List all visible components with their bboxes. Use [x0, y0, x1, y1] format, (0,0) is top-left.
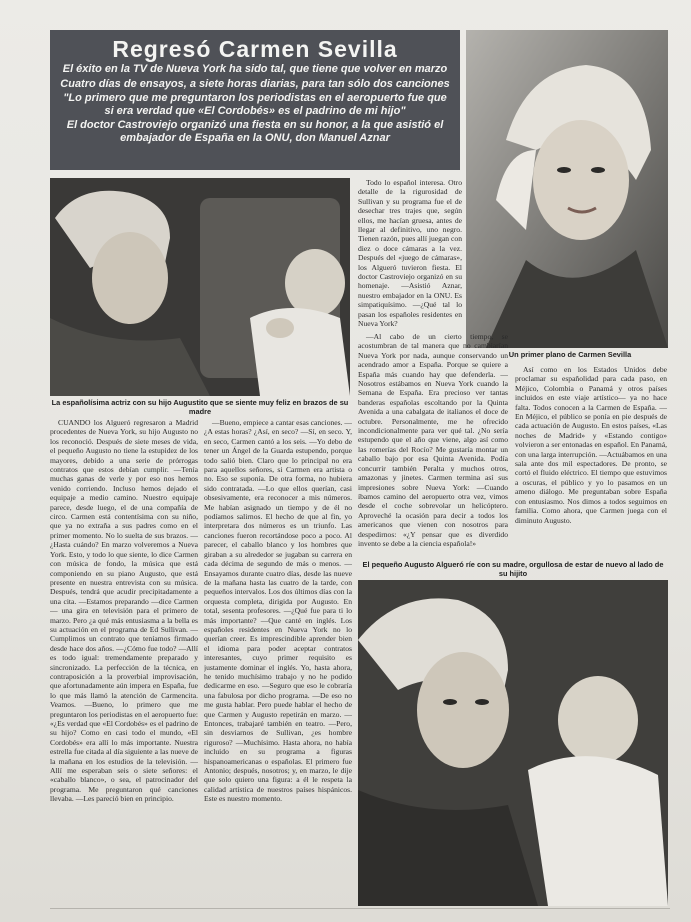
- headline: Regresó Carmen Sevilla: [112, 36, 398, 62]
- article-column-1: [50, 418, 198, 908]
- deck-subtitle-4: El doctor Castroviejo organizó una fiesta en su honor, a la que asistió el embajador de España en la ONU, don Manuel Aznar: [66, 119, 444, 144]
- deck-subtitle-2: Cuatro días de ensayos, a siete horas diarias, para tan sólo dos canciones: [60, 77, 450, 90]
- article-text-2: —Bueno, empiece a cantar esas canciones. —¿A estas horas? ¿Así, en seco? —Sí, en seco. Y, en seco, Carmen cantó a los seis. —Yo debo de tener un Ángel de la Guarda estupendo, porque todo salió bien. Claro que lo principal no era para aquellos señores, si Carmen era artista o no. Eso se suponía. De otra forma, no hubiera sido contratada. —Lo que ellos querían, casi obsesivamente, era reconocer a mis números. Me habían asignado un tiempo y de él no podíamos salirnos. El hecho de que al fin, yo interpretara dos números es un triunfo. Las canciones fueron recortándose poco a poco. Al parecer, el caballo blanco y los hombres que giraban a su alrededor se jugaban su carrera en cada décima de segundo de más o menos. —Ensayamos durante cuatro días, desde las nueve de la mañana hasta las cuatro de la tarde, con pequeños intervalos. Los dos últimos días con la orquesta completa, dirigida por Augusto. En total, sesenta profesores. —¿Qué fue para ti lo más importante? —Que canté en inglés. Los españoles residentes en Nueva York no lo querían creer. Es imprescindible aprender bien el idioma para poder aceptar contratos interesantes, cuyo primer requisito es justamente dominar el inglés. Yo, hasta ahora, he tenido muchísimo trabajo y no he podido dedicarme en eso. —Seguro que eso le cobraría una fabulosa por dicho programa. —De eso no me gusta hablar. Pero puede hablar el hecho de que Carmen y Augusto repetirán en marzo. —Entonces, trabajaré también en teatro. —Pero, sin desviarnos de Sullivan, ¿es hombre riguroso? —Muchísimo. Hasta ahora, no había incluido en su programa a figuras hispanoamericanas o españolas. El primero fue Antonio; después, nosotros; y, en marzo, le dije que solo quiero una figura: a él le respeta la calidad artística de nuestros países hispánicos. Este es nuestro momento.: [204, 418, 352, 804]
- page-rule: [50, 908, 670, 909]
- headline-panel: [50, 30, 460, 170]
- article-text-4: Así como en los Estados Unidos debe proclamar su españolidad para cada paso, en Méjico, Colombia o Panamá y otros países incluidos en este viaje artístico— ya no hace falta. Todos conocen a la Carmen de España. —En Méjico, el público se ponía en pie después de cada actuación de Augusto. En estos países, «Las noches de Madrid» y «Estando contigo» volvieron a ser entonadas en español. En Panamá, con una larga interrupción. —Actuábamos en una sala ante dos mil espectadores. De pronto, se cortó el fluido eléctrico. El tiempo que estuvimos a oscuras, el público y yo lo pasamos en un ameno diálogo. Me preguntaban sobre España con entusiasmo. Nos dimos a todos seguimos en familia. Como ahora, que Carmen juega con el diminuto Augusto.: [515, 365, 667, 525]
- mother-son-photo: [358, 580, 668, 906]
- portrait-caption: Un primer plano de Carmen Sevilla: [508, 350, 632, 359]
- article-text-1: CUANDO los Algueró regresaron a Madrid procedentes de Nueva York, su hijo Augusto no los reconoció. Después de siete meses de vida, el pequeño Augusto no tiene la estupidez de los mayores, debido a una serie de prórrogas contratos que estos debían cumplir. —Tenía muchas ganas de verle y por eso nos hemos venido corriendo. Incluso hemos dejado el equipaje a medio camino. Nuestro equipaje parece, desde luego, el de una compañía de circo. Carmen está contentísima con su niño, que ya no extraña a sus padres como en el primer momento. No lo suelta de sus brazos. —¿Hasta cuándo? En marzo volveremos a Nueva York. Esto, y todo lo que siente, lo dice Carmen con música de fondo, la música que está componiendo en su piano Augusto, que está presente en nuestra entrevista con su música. Después, tendrá que acudir precipitadamente a una cita. —Estamos preparando —dice Carmen— una gira en televisión para el primero de marzo. Pero ¿a qué más entusiasma a la bella es su actuación en el programa de Ed Sullivan. —Cumplimos un contrato que teníamos firmado desde hace dos años. —¿Cómo fue todo? —Allí es todo igual: tremendamente preparado y sincronizado. La perfección de la técnica, en contraposición a la proverbial improvisación, que afortunadamente aún impera en España, fue lo que más llamó la atención de Carmencita. Veamos. —Bueno, lo primero que me preguntaron los periodistas en el aeropuerto fue: «¿Es verdad que «El Cordobés» es el padrino de su hijo? Como en casi todo el mundo, «El Cordobés» era allí lo más importante. Nuestra estrella fue citada al día siguiente a las nueve de la mañana en los estudios de la televisión. —Allí me esperaban seis o siete señores: el «caballo blanco», o sea, el patrocinador del programa. Me preguntaron qué canciones llevaba. —Les pareció bien en principio.: [50, 418, 198, 804]
- article-text-3a: Todo lo español interesa. Otro detalle de la rigurosidad de Sullivan y su programa fue el de desechar tres trajes que, según ellos, me hacían gruesa, antes de llegar al definitivo, uno negro. Tienen razón, pues allí juegan con diez o doce cámaras a la vez. Después del «juego de cámaras», los Algueró tuvieron fiesta. El doctor Castroviejo organizó en su homenaje. —Asistió Aznar, nuestro embajador en la ONU. Es simpatiquísimo. —¿Qué tal lo pasan los españoles residentes en Nueva York?: [358, 178, 462, 328]
- deck-subtitle-3: "Lo primero que me preguntaron los periodistas en el aeropuerto fue que si era verdad que «El Cordobés» es el padrino de mi hijo": [63, 92, 447, 117]
- portrait-photo: [466, 30, 668, 348]
- mother-son-caption: El pequeño Augusto Algueró ríe con su madre, orgullosa de estar de nuevo al lado de su hijito: [362, 560, 664, 578]
- article-column-3-top: [358, 178, 462, 328]
- deck-subtitle-1: El éxito en la TV de Nueva York ha sido tal, que tiene que volver en marzo: [62, 63, 448, 75]
- article-column-4: [515, 365, 667, 577]
- article-column-2: [204, 418, 352, 908]
- article-column-3-bottom: [358, 332, 508, 557]
- baby-photo: [50, 178, 350, 396]
- article-text-3b: —Al cabo de un cierto tiempo, se acostumbran de tal manera que no cambiarían Nueva York por nada, aunque conservando un acendrado amor a España. Porque se quiere a España más cuando hay que defenderla. —Nosotros estábamos en Nueva York cuando la Semana de España. Era precioso ver tantas banderas españolas escoltando por la Quinta Avenida a una cabalgata de italianos el doce de octubre. Personalmente, me he ofrecido incondicionalmente para ver qué tal. ¿No sería estupendo que el año que viene, algo así como las romerías del Rocío? Me gustaría montar un caballo bajo por esa Quinta Avenida. Podía concurrir también Peralta y muchos otros, amazonas y jinetes. Carmen termina así sus impresiones sobre Nueva York: —Cuando íbamos camino del aeropuerto otra vez, vimos desde el coche sobrevolar un helicóptero. Aproveché la ocasión para decir a todos los americanos que vienen con nosotros para despedirnos: «¿Y pensar que es diverdido invento se debe a la ciencia española!»: [358, 332, 508, 548]
- baby-photo-caption: La españolísima actriz con su hijo Augustito que se siente muy feliz en brazos de su madre: [51, 398, 349, 416]
